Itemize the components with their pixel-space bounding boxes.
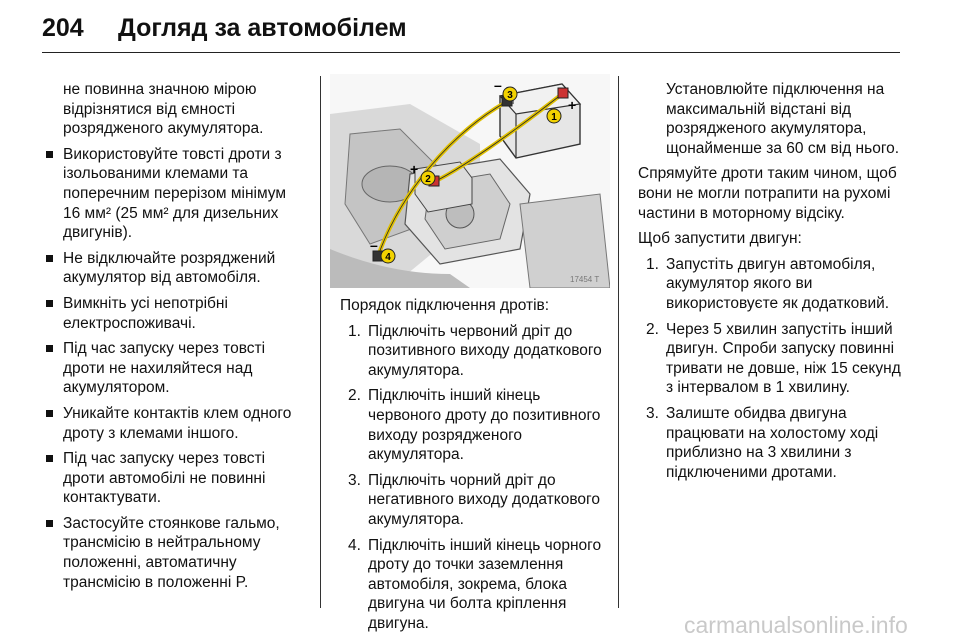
list-item: Під час запуску через товсті дроти автомобілі не повинні контактувати.	[44, 449, 306, 508]
column-middle	[340, 296, 602, 634]
list-item: Використовуйте товсті дроти з ізольованими клемами та поперечним перерізом мінімум 16 мм² (25 мм² для дизельних двигунів).	[44, 145, 306, 243]
svg-text:1: 1	[551, 112, 557, 123]
connection-order-lead: Порядок підключення дротів:	[340, 297, 550, 314]
bullet-square-icon	[46, 300, 53, 307]
bullet-square-icon	[46, 410, 53, 417]
column-divider-2	[618, 76, 619, 608]
page-header	[42, 8, 902, 52]
bullet-square-icon	[46, 255, 53, 262]
bullet-square-icon	[46, 455, 53, 462]
plus-sign-discharged: +	[410, 161, 419, 177]
watermark: carmanualsonline.info	[684, 612, 908, 638]
marker-3	[503, 87, 517, 101]
connection-steps	[340, 322, 602, 634]
list-item: Застосуйте стоянкове гальмо, трансмісію в нейтральному положенні, автоматичну трансмісію в положенні P.	[44, 514, 306, 592]
marker-4	[381, 249, 395, 263]
precautions-list	[44, 145, 306, 592]
list-item: 1. Підключіть червоний дріт до позитивного виходу додаткового акумулятора.	[348, 322, 602, 379]
page-title: Догляд за автомобілем	[118, 14, 407, 42]
svg-text:2: 2	[425, 174, 431, 185]
start-engine-lead: Щоб запустити двигун:	[638, 230, 802, 248]
engine-bay-figure	[330, 74, 610, 288]
plus-sign-booster: +	[568, 97, 577, 113]
list-item: Вимкніть усі непотрібні електроспоживачі.	[44, 294, 306, 333]
marker-2	[421, 171, 435, 185]
list-item: 2. Через 5 хвилин запустіть інший двигун. Спроби запуску повинні тривати не довше, ніж 15 секунд з інтервалом в 1 хвилину.	[646, 320, 901, 397]
column-divider-1	[320, 76, 321, 608]
intro-paragraph: не повинна значною мірою відрізнятися від ємності розрядженого акумулятора.	[63, 81, 264, 138]
svg-text:4: 4	[385, 252, 391, 263]
start-steps	[638, 255, 908, 483]
list-item: 3. Залиште обидва двигуна працювати на холостому ході приблизно на 3 хвилини з підключеними дротами.	[646, 404, 879, 481]
svg-text:3: 3	[507, 90, 513, 101]
cable-routing-paragraph: Спрямуйте дроти таким чином, щоб вони не могли потрапити на рухомі частини в моторному відсіку.	[638, 165, 897, 222]
column-left	[44, 80, 306, 592]
minus-sign-booster: –	[494, 77, 502, 93]
list-item: 4. Підключіть інший кінець чорного дроту до точки заземлення автомобіля, зокрема, блока двигуна чи болта кріплення двигуна.	[348, 536, 602, 632]
bullet-square-icon	[46, 345, 53, 352]
list-item: 1. Запустіть двигун автомобіля, акумулятор якого ви використовуєте як додатковий.	[646, 255, 890, 312]
list-item: Уникайте контактів клем одного дроту з клемами іншого.	[44, 404, 306, 443]
list-item: Під час запуску через товсті дроти не нахиляйтеся над акумулятором.	[44, 339, 306, 398]
jump-start-illustration	[330, 74, 610, 288]
list-item: 3. Підключіть чорний дріт до негативного виходу додаткового акумулятора.	[348, 471, 600, 528]
figure-code: 17454 T	[570, 275, 600, 284]
column-right	[638, 80, 908, 482]
list-item: Не відключайте розряджений акумулятор від автомобіля.	[44, 249, 306, 288]
bullet-square-icon	[46, 151, 53, 158]
list-item: 2. Підключіть інший кінець червоного дроту до позитивного виходу розрядженого акумулятора.	[348, 387, 601, 464]
step4-continuation: Установлюйте підключення на максимальній відстані від розрядженого акумулятора, щонайменше за 60 см від нього.	[666, 81, 900, 157]
page-number: 204	[42, 14, 84, 42]
minus-sign-ground: –	[370, 237, 378, 253]
marker-1	[547, 109, 561, 123]
header-divider	[42, 52, 900, 53]
bullet-square-icon	[46, 520, 53, 527]
